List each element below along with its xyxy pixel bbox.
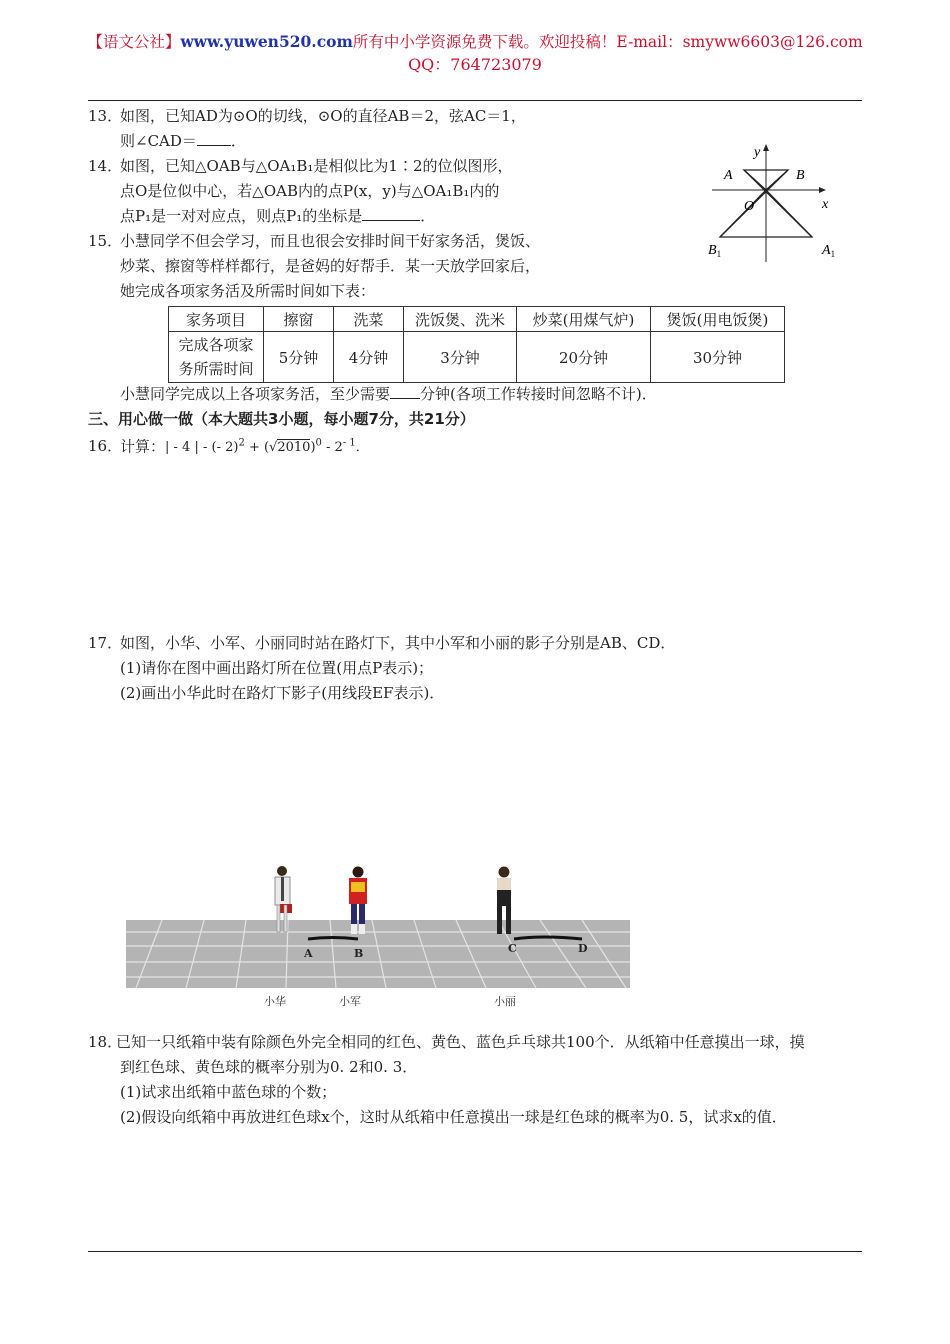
q16-label: 计算： bbox=[120, 437, 166, 456]
label-x: x bbox=[822, 197, 829, 212]
q15-answer-blank bbox=[390, 384, 420, 399]
q18-line4: (2)假设向纸箱中再放进红色球x个，这时从纸箱中任意摸出一球是红色球的概率为0. 5，试求x的值． bbox=[120, 1108, 787, 1126]
q18-number: 18． bbox=[88, 1033, 123, 1051]
q18-line1: 已知一只纸箱中装有除颜色外完全相同的红色、黄色、蓝色乒乓球共100个．从纸箱中任意摸出一球，摸 bbox=[116, 1033, 805, 1051]
label-o: O bbox=[744, 199, 755, 214]
q15-answer-end: 分钟(各项工作转接时间忽略不计)． bbox=[420, 385, 657, 403]
page-header bbox=[0, 30, 950, 52]
label-a: A bbox=[724, 168, 733, 183]
table-cell: 20分钟 bbox=[517, 332, 651, 383]
table-header-cell: 洗菜 bbox=[334, 307, 404, 332]
q14-line1: 如图，已知△OAB与△OA₁B₁是相似比为1∶2的位似图形， bbox=[120, 157, 513, 175]
q15-answer-text: 小慧同学完成以上各项家务活，至少需要 bbox=[120, 385, 391, 403]
q14-answer-blank bbox=[362, 206, 420, 221]
q16-radicand: 2010 bbox=[277, 440, 311, 456]
section-3-heading: 三、用心做一做（本大题共3小题，每小题7分，共21分） bbox=[88, 410, 475, 428]
header-slogan: 所有中小学资源免费下载。欢迎投稿！E-mail：smyww6603@126.com bbox=[352, 33, 863, 51]
table-row-label bbox=[169, 332, 264, 383]
q17-line2: (1)请你在图中画出路灯所在位置(用点P表示)； bbox=[120, 659, 434, 677]
q14-line3 bbox=[120, 204, 435, 228]
q14-number: 14． bbox=[88, 157, 123, 175]
chores-table bbox=[168, 306, 785, 383]
question-18 bbox=[88, 1030, 805, 1054]
table-cell: 30分钟 bbox=[651, 332, 785, 383]
q15-line2: 炒菜、擦窗等样样都行，是爸妈的好帮手．某一天放学回家后， bbox=[120, 257, 541, 275]
q16-exponent-2: 2 bbox=[238, 438, 245, 449]
shadow-ab bbox=[308, 938, 358, 940]
bottom-divider bbox=[88, 1251, 862, 1252]
label-xiaoli: 小丽 bbox=[494, 995, 516, 1008]
q16-exponent-0: 0 bbox=[315, 438, 322, 449]
label-point-c: C bbox=[508, 942, 517, 955]
q17-line3: (2)画出小华此时在路灯下影子(用线段EF表示)． bbox=[120, 684, 445, 702]
q15-line3: 她完成各项家务活及所需时间如下表： bbox=[120, 282, 376, 300]
table-header-cell: 煲饭(用电饭煲) bbox=[651, 307, 785, 332]
question-16 bbox=[88, 432, 369, 460]
q13-line2-end: ． bbox=[230, 132, 246, 150]
q13-line2 bbox=[120, 129, 246, 153]
row-label-part2: 务所需时间 bbox=[178, 360, 254, 378]
q18-line3: (1)试求出纸箱中蓝色球的个数； bbox=[120, 1083, 337, 1101]
label-a1: $A_1$ bbox=[822, 243, 836, 259]
q15-answer-line bbox=[120, 382, 657, 406]
label-point-a: A bbox=[304, 947, 313, 960]
table-header-cell: 洗饭煲、洗米 bbox=[404, 307, 517, 332]
q13-answer-blank bbox=[197, 131, 231, 146]
header-qq: QQ：764723079 bbox=[408, 55, 542, 74]
q14-line2: 点O是位似中心，若△OAB内的点P(x，y)与△OA₁B₁内的 bbox=[120, 182, 500, 200]
q14-line3-end: ． bbox=[420, 207, 436, 225]
header-bracket-title: 【语文公社】 bbox=[87, 33, 181, 51]
q16-exponent-neg1: - 1 bbox=[342, 438, 356, 449]
question-14 bbox=[88, 154, 513, 178]
question-15 bbox=[88, 229, 540, 253]
q13-line2-text: 则∠CAD＝ bbox=[120, 132, 197, 150]
header-site-link[interactable]: www.yuwen520.com bbox=[180, 32, 353, 51]
x-axis-arrow-icon bbox=[819, 187, 826, 193]
table-header-cell: 炒菜(用煤气炉) bbox=[517, 307, 651, 332]
q15-line1: 小慧同学不但会学习，而且也很会安排时间干好家务活，煲饭、 bbox=[120, 232, 541, 250]
q16-expr-b: + ( bbox=[244, 440, 270, 456]
top-divider bbox=[88, 100, 862, 101]
q13-line1: 如图，已知AD为⊙O的切线，⊙O的直径AB＝2，弦AC＝1， bbox=[120, 107, 526, 125]
q16-expression bbox=[165, 440, 369, 455]
y-axis-arrow-icon bbox=[763, 144, 769, 151]
row-label-part1: 完成各项家 bbox=[178, 336, 254, 354]
table-cell: 4分钟 bbox=[334, 332, 404, 383]
q15-number: 15． bbox=[88, 232, 123, 250]
table-header-row bbox=[169, 307, 785, 332]
sqrt-icon: √ bbox=[269, 440, 278, 456]
table-cell: 5分钟 bbox=[264, 332, 334, 383]
q17-number: 17． bbox=[88, 634, 123, 652]
q14-similarity-figure bbox=[700, 140, 850, 270]
table-cell: 3分钟 bbox=[404, 332, 517, 383]
q16-number: 16． bbox=[88, 437, 123, 456]
q16-expr-a: | - 4 | - (- 2) bbox=[165, 440, 239, 456]
q14-line3-text: 点P₁是一对对应点，则点P₁的坐标是 bbox=[120, 207, 363, 225]
question-17 bbox=[88, 631, 675, 655]
question-13 bbox=[88, 104, 526, 128]
q17-line1: 如图，小华、小军、小丽同时站在路灯下，其中小军和小丽的影子分别是AB、CD． bbox=[120, 634, 676, 652]
q18-line2: 到红色球、黄色球的概率分别为0. 2和0. 3． bbox=[120, 1058, 418, 1076]
label-b: B bbox=[796, 168, 805, 183]
q16-end: ． bbox=[355, 440, 369, 456]
q16-expr-d: - 2 bbox=[321, 440, 343, 456]
table-header-cell: 擦窗 bbox=[264, 307, 334, 332]
q17-streetlight-figure bbox=[122, 862, 632, 1012]
table-header-cell: 家务项目 bbox=[169, 307, 264, 332]
label-point-d: D bbox=[578, 942, 588, 955]
label-xiaohua: 小华 bbox=[264, 995, 286, 1008]
q13-number: 13． bbox=[88, 107, 123, 125]
label-b1: $B_1$ bbox=[708, 243, 722, 259]
label-y: y bbox=[754, 145, 761, 160]
q16-expr-c: ) bbox=[310, 440, 316, 456]
table-row bbox=[169, 332, 785, 383]
label-xiaojun: 小军 bbox=[339, 995, 361, 1008]
label-point-b: B bbox=[354, 947, 364, 960]
